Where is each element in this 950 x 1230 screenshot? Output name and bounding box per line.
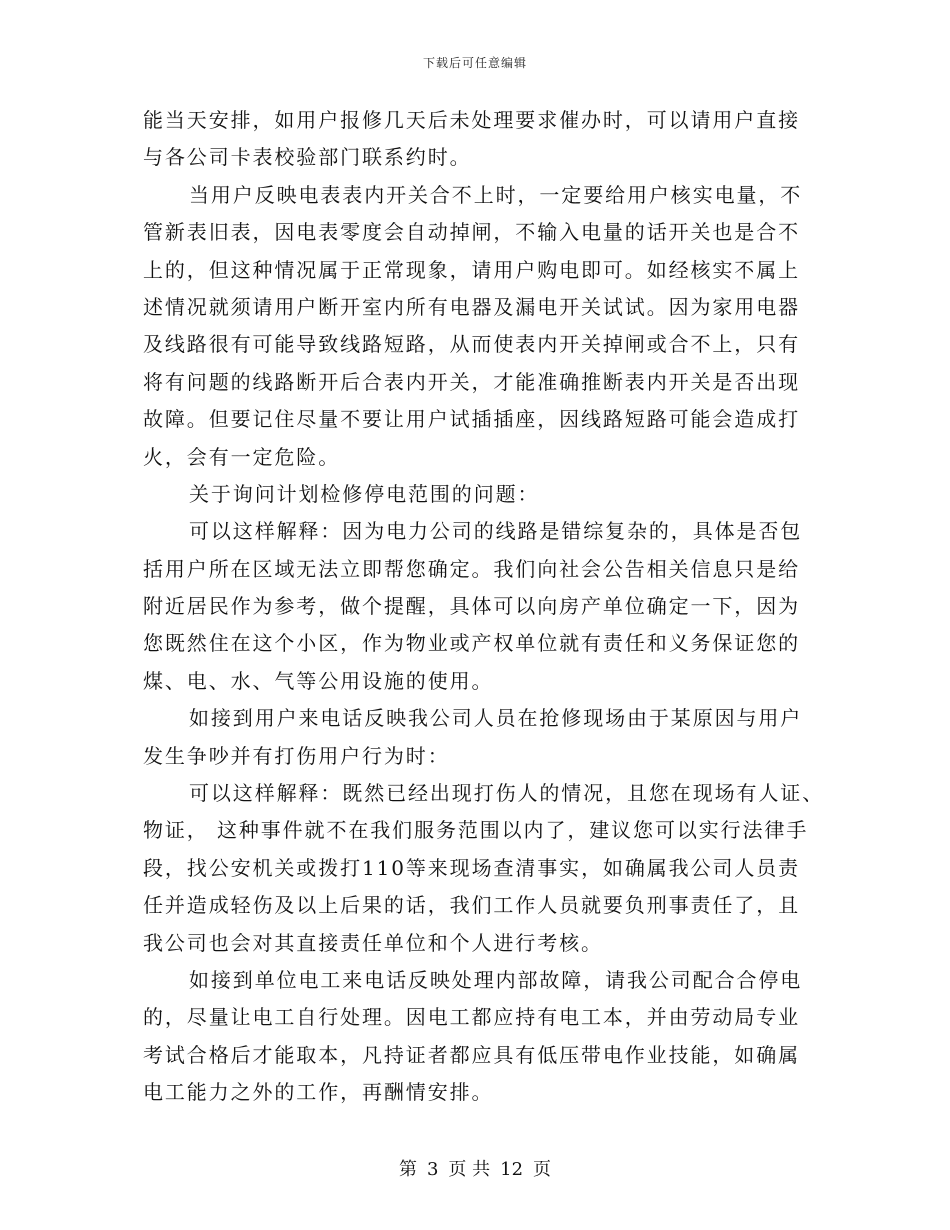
paragraph-line: 上的，但这种情况属于正常现象，请用户购电即可。如经核实不属上 xyxy=(143,257,800,282)
paragraph-line: 发生争吵并有打伤用户行为时： xyxy=(143,743,450,768)
page-number: 3 xyxy=(426,1159,439,1180)
paragraph-line: 段，找公安机关或拨打110等来现场查清事实，如确属我公司人员责 xyxy=(143,855,801,880)
paragraph-line: 如接到单位电工来电话反映处理内部故障，请我公司配合合停电 xyxy=(189,967,803,992)
paragraph-line: 考试合格后才能取本，凡持证者都应具有低压带电作业技能，如确属 xyxy=(143,1042,800,1067)
page-header: 下载后可任意编辑 xyxy=(422,56,527,70)
page-footer xyxy=(0,1155,950,1181)
paragraph-line: 管新表旧表，因电表零度会自动掉闸，不输入电量的话开关也是合不 xyxy=(143,220,800,245)
paragraph-line: 可以这样解释：既然已经出现打伤人的情况，且您在现场有人证、 xyxy=(189,781,825,806)
footer-suffix: 页 xyxy=(533,1159,552,1180)
paragraph-line: 煤、电、水、气等公用设施的使用。 xyxy=(143,668,494,693)
paragraph-line: 关于询问计划检修停电范围的问题： xyxy=(189,481,540,506)
footer-prefix: 第 xyxy=(398,1159,417,1180)
footer-middle: 页 共 xyxy=(448,1159,491,1180)
paragraph-line: 火，会有一定危险。 xyxy=(143,444,341,469)
paragraph-line: 可以这样解释：因为电力公司的线路是错综复杂的，具体是否包 xyxy=(189,519,803,544)
paragraph-line: 附近居民作为参考，做个提醒，具体可以向房产单位确定一下，因为 xyxy=(143,594,800,619)
paragraph-line: 的，尽量让电工自行处理。因电工都应持有电工本，并由劳动局专业 xyxy=(143,1005,800,1030)
document-body xyxy=(143,102,825,1112)
paragraph-line: 物证， 这种事件就不在我们服务范围以内了，建议您可以实行法律手 xyxy=(143,818,809,843)
paragraph-line: 任并造成轻伤及以上后果的话，我们工作人员就要负刑事责任了，且 xyxy=(143,893,800,918)
paragraph-line: 述情况就须请用户断开室内所有电器及漏电开关试试。因为家用电器 xyxy=(143,294,800,319)
paragraph-line: 我公司也会对其直接责任单位和个人进行考核。 xyxy=(143,930,603,955)
paragraph-line: 与各公司卡表校验部门联系约时。 xyxy=(143,145,472,170)
page-total: 12 xyxy=(500,1159,524,1180)
paragraph-line: 括用户所在区域无法立即帮您确定。我们向社会公告相关信息只是给 xyxy=(143,556,800,581)
paragraph-line: 将有问题的线路断开后合表内开关，才能准确推断表内开关是否出现 xyxy=(143,369,800,394)
paragraph-line: 能当天安排，如用户报修几天后未处理要求催办时，可以请用户直接 xyxy=(143,108,800,132)
paragraph-line: 当用户反映电表表内开关合不上时，一定要给用户核实电量，不 xyxy=(189,182,803,207)
paragraph-line: 及线路很有可能导致线路短路，从而使表内开关掉闸或合不上，只有 xyxy=(143,332,800,357)
paragraph-line: 您既然住在这个小区，作为物业或产权单位就有责任和义务保证您的 xyxy=(143,631,800,656)
paragraph-line: 故障。但要记住尽量不要让用户试插插座，因线路短路可能会造成打 xyxy=(143,407,800,432)
paragraph-line: 如接到用户来电话反映我公司人员在抢修现场由于某原因与用户 xyxy=(189,706,803,731)
paragraph-line: 电工能力之外的工作，再酬情安排。 xyxy=(143,1080,494,1105)
